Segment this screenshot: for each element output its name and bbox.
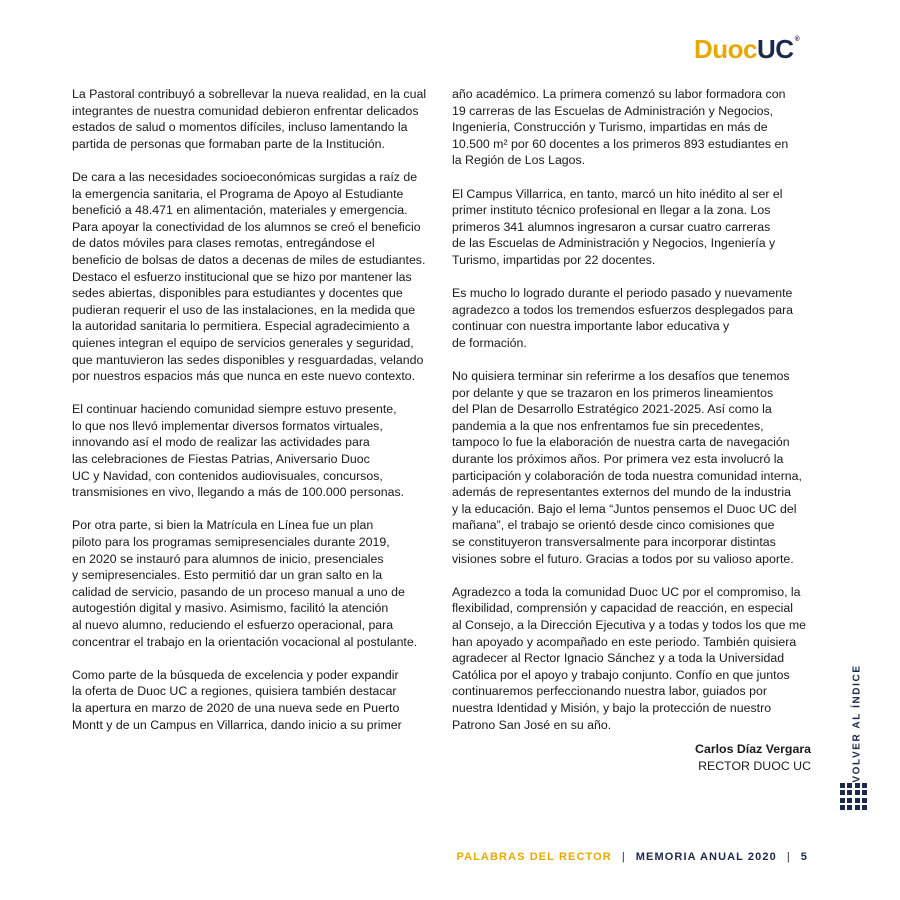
text-line: por nuestros espacios más que nunca en este nuevo contexto.: [72, 369, 416, 384]
text-line: han apoyado y acompañado en este periodo. También quisiera: [452, 634, 797, 649]
text-line: al Consejo, a la Dirección Ejecutiva y a todas y todos los que me: [452, 618, 807, 632]
text-line: Patrono San José en su año.: [452, 717, 612, 732]
text-line: agradezco a todos los tremendos esfuerzos desplegados para: [452, 302, 794, 317]
duoc-uc-logo: [694, 36, 799, 62]
text-line: y semipresenciales. Esto permitió dar un gran salto en la: [72, 568, 383, 583]
text-line: lo que nos llevó implementar diversos formatos virtuales,: [72, 418, 383, 433]
right-text-column: [452, 86, 814, 750]
left-text-column: [72, 86, 442, 750]
text-line: la Región de Los Lagos.: [452, 153, 586, 168]
text-line: estados de salud o momentos difíciles, incluso lamentando la: [72, 120, 408, 135]
paragraph: [452, 285, 814, 351]
text-line: 10.500 m² por 60 docentes a los primeros 893 estudiantes en: [452, 136, 789, 151]
text-line: primer instituto técnico profesional en llegar a la zona. Los: [452, 203, 771, 218]
text-line: La Pastoral contribuyó a sobrellevar la nueva realidad, en la cual: [72, 87, 427, 101]
text-line: durante los próximos años. Por primera vez esta involucró la: [452, 452, 784, 467]
text-line: integrantes de nuestra comunidad debieron enfrentar delicados: [72, 103, 419, 118]
grid-icon[interactable]: [840, 783, 867, 810]
text-line: Agradezco a toda la comunidad Duoc UC por el compromiso, la: [452, 584, 801, 599]
footer-separator: |: [786, 851, 791, 863]
text-line: continuar con nuestra importante labor educativa y: [452, 319, 730, 334]
text-line: de las Escuelas de Administración y Negocios, Ingeniería y: [452, 236, 776, 251]
text-line: Por otra parte, si bien la Matrícula en Línea fue un plan: [72, 518, 374, 533]
text-line: Montt y de un Campus en Villarrica, dando inicio a su primer: [72, 717, 402, 732]
text-line: visiones sobre el futuro. Gracias a todos por su valioso aporte.: [452, 551, 794, 566]
text-line: la autoridad sanitaria lo permitiera. Especial agradecimiento a: [72, 319, 410, 334]
text-line: la apertura en marzo de 2020 de una nueva sede en Puerto: [72, 700, 400, 715]
text-line: flexibilidad, comprensión y capacidad de reacción, en especial: [452, 601, 794, 616]
paragraph: [452, 86, 814, 169]
paragraph: [452, 368, 814, 567]
text-line: Católica por el apoyo y trabajo conjunto. Confío en que juntos: [452, 667, 790, 682]
text-line: además de representantes externos del mundo de la industria: [452, 485, 791, 500]
text-line: transmisiones en vivo, llegando a más de 100.000 personas.: [72, 485, 405, 500]
text-line: quienes integran el equipo de servicios generales y seguridad,: [72, 335, 414, 350]
text-line: participación y colaboración de toda nuestra comunidad interna,: [452, 468, 802, 483]
footer-section-title: PALABRAS DEL RECTOR: [456, 851, 612, 863]
text-line: la emergencia sanitaria, el Programa de Apoyo al Estudiante: [72, 186, 404, 201]
back-to-index-link[interactable]: [842, 663, 872, 783]
text-line: se constituyeron transversalmente para incorporar distintas: [452, 535, 776, 550]
text-line: Es mucho lo logrado durante el periodo pasado y nuevamente: [452, 286, 793, 301]
text-line: sedes abiertas, disponibles para estudiantes y docentes que: [72, 286, 403, 301]
text-line: del Plan de Desarrollo Estratégico 2021-2025. Así como la: [452, 402, 772, 417]
text-line: Como parte de la búsqueda de excelencia y poder expandir: [72, 667, 399, 682]
text-line: Para apoyar la conectividad de los alumnos se creó el beneficio: [72, 219, 421, 234]
page-footer: [456, 851, 808, 863]
text-line: concentrar el trabajo en la orientación vocacional al postulante.: [72, 634, 418, 649]
page-number: 5: [800, 851, 808, 863]
text-line: en 2020 se instauró para alumnos de inicio, presenciales: [72, 551, 384, 566]
text-line: 19 carreras de las Escuelas de Administración y Negocios,: [452, 103, 774, 118]
text-line: Destaco el esfuerzo institucional que se hizo por mantener las: [72, 269, 412, 284]
footer-separator: |: [621, 851, 626, 863]
text-line: pandemia a la que nos enfrentamos fue sin precedentes,: [452, 418, 764, 433]
text-line: beneficio de bolsas de datos a decenas de miles de estudiantes.: [72, 252, 426, 267]
text-line: partida de personas que formaban parte de la Institución.: [72, 136, 385, 151]
paragraph: [452, 186, 814, 269]
logo-part-uc: UC: [757, 34, 794, 64]
text-line: El Campus Villarrica, en tanto, marcó un hito inédito al ser el: [452, 186, 783, 201]
text-line: las celebraciones de Fiestas Patrias, Aniversario Duoc: [72, 452, 370, 467]
text-line: que mantuvieron las sedes disponibles y resguardadas, velando: [72, 352, 424, 367]
signatory-title: RECTOR DUOC UC: [698, 758, 811, 773]
text-line: Turismo, impartidas por 22 docentes.: [452, 252, 656, 267]
text-line: piloto para los programas semipresenciales durante 2019,: [72, 535, 390, 550]
text-line: tampoco lo fue la elaboración de nuestra carta de navegación: [452, 435, 790, 450]
text-line: primeros 341 alumnos ingresaron a cursar cuatro carreras: [452, 219, 771, 234]
paragraph: [72, 401, 442, 501]
signature-block: [695, 741, 811, 774]
paragraph: [72, 517, 442, 650]
text-line: la oferta de Duoc UC a regiones, quisiera también destacar: [72, 684, 397, 699]
text-line: mañana”, el trabajo se orientó desde cinco comisiones que: [452, 518, 775, 533]
text-line: innovando así el modo de realizar las actividades para: [72, 435, 370, 450]
text-line: pudieran requerir el uso de las instalaciones, en la medida que: [72, 302, 416, 317]
text-line: calidad de servicio, pasando de un proceso manual a uno de: [72, 584, 405, 599]
text-line: El continuar haciendo comunidad siempre estuvo presente,: [72, 402, 397, 417]
paragraph: [72, 667, 442, 733]
back-to-index-label: VOLVER AL ÍNDICE: [851, 663, 863, 783]
text-line: autogestión digital y masivo. Asimismo, facilitó la atención: [72, 601, 389, 616]
paragraph: [72, 86, 442, 152]
text-line: continuaremos perfeccionando nuestra labor, guiados por: [452, 684, 767, 699]
text-line: nuestra Identidad y Misión, y bajo la protección de nuestro: [452, 700, 772, 715]
text-line: De cara a las necesidades socioeconómicas surgidas a raíz de: [72, 169, 418, 184]
footer-publication: MEMORIA ANUAL 2020: [635, 851, 777, 863]
text-line: No quisiera terminar sin referirme a los desafíos que tenemos: [452, 369, 790, 384]
logo-registered-mark: ®: [794, 36, 800, 43]
text-line: y la educación. Bajo el lema “Juntos pensemos el Duoc UC del: [452, 501, 797, 516]
paragraph: [72, 169, 442, 385]
signatory-name: Carlos Díaz Vergara: [695, 742, 811, 756]
text-line: de formación.: [452, 335, 527, 350]
text-line: benefició a 48.471 en alimentación, materiales y emergencia.: [72, 203, 408, 218]
text-line: UC y Navidad, con contenidos audiovisuales, concursos,: [72, 468, 383, 483]
logo-part-duoc: Duoc: [694, 34, 757, 64]
text-line: por delante y que se trazaron en los primeros lineamientos: [452, 385, 774, 400]
paragraph: [452, 584, 814, 733]
text-line: año académico. La primera comenzó su labor formadora con: [452, 87, 786, 101]
text-line: agradecer al Rector Ignacio Sánchez y a toda la Universidad: [452, 651, 785, 666]
text-line: Ingeniería, Construcción y Turismo, impartidas en más de: [452, 120, 768, 135]
text-line: de datos móviles para clases remotas, entregándose el: [72, 236, 375, 251]
text-line: al nuevo alumno, reduciendo el esfuerzo operacional, para: [72, 618, 394, 632]
